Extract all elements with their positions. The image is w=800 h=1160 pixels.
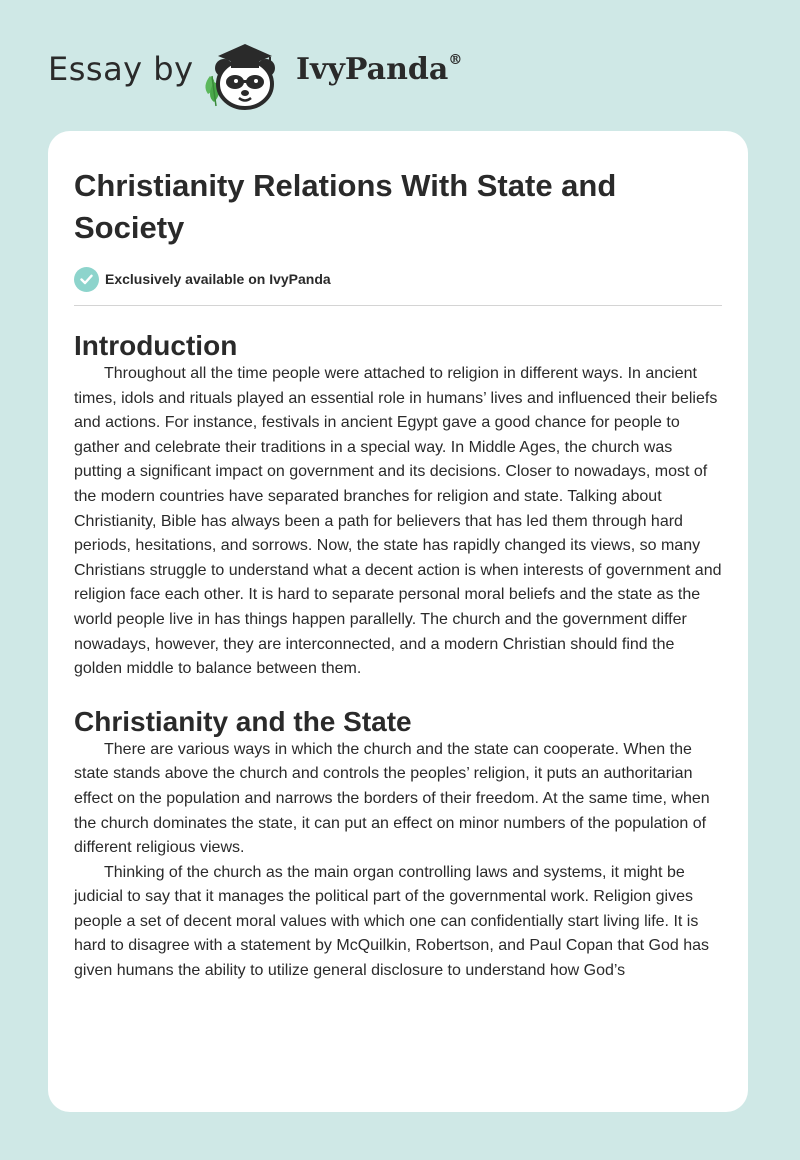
site-header [0, 0, 800, 120]
essay-by-label: Essay by [48, 50, 194, 88]
essay-title: Christianity Relations With State and Society [74, 168, 617, 245]
section-heading-christianity-and-the-state: Christianity and the State [74, 705, 412, 737]
section-heading-introduction: Introduction [74, 330, 238, 361]
exclusive-notice [74, 265, 722, 293]
registered-mark: ® [448, 52, 463, 68]
essay-card [48, 131, 748, 1112]
paragraph: There are various ways in which the church and the state can cooperate. When the state stands above the church and controls the peoples’ religion, it puts an authoritarian effect on the population and narrows the borders of their freedom. At the same time, when the church dominates the state, it can put an effect on minor numbers of the population of different religious views. [74, 740, 710, 857]
title-divider [74, 305, 722, 306]
paragraph: Throughout all the time people were attached to religion in different ways. In ancient times, idols and rituals played an essential role in humans’ lives and influenced their beliefs and actions. For instance, festivals in ancient Egypt gave a good chance for people to gather and celebrate their traditions in a special way. In Middle Ages, the church was putting a significant impact on government and its decisions. Closer to nowadays, most of the modern countries have separated branches for religion and state. Talking about Christianity, Bible has always been a path for believers that has led them through hard periods, hesitations, and sorrows. Now, the state has rapidly changed its views, so many Christians struggle to understand what a decent action is when interests of government and religion face each other. It is hard to separate personal moral beliefs and the state as the world people live in has things happen parallelly. The church and the government differ nowadays, however, they are interconnected, and a modern Christian should find the golden middle to balance between them. [74, 365, 722, 678]
check-icon [74, 267, 99, 292]
exclusive-label: Exclusively available on IvyPanda [105, 271, 331, 287]
brand-name[interactable] [296, 52, 462, 87]
panda-logo-icon[interactable] [200, 36, 290, 110]
essay-content [74, 165, 722, 984]
brand-name-text: IvyPanda [296, 52, 449, 87]
paragraph: Thinking of the church as the main organ controlling laws and systems, it might be judicial to say that it manages the political part of the governmental work. Religion gives people a set of decent moral values with which one can confidentially start living life. It is hard to disagree with a statement by McQuilkin, Robertson, and Paul Copan that God has given humans the ability to utilize general disclosure to understand how God’s [74, 863, 710, 980]
